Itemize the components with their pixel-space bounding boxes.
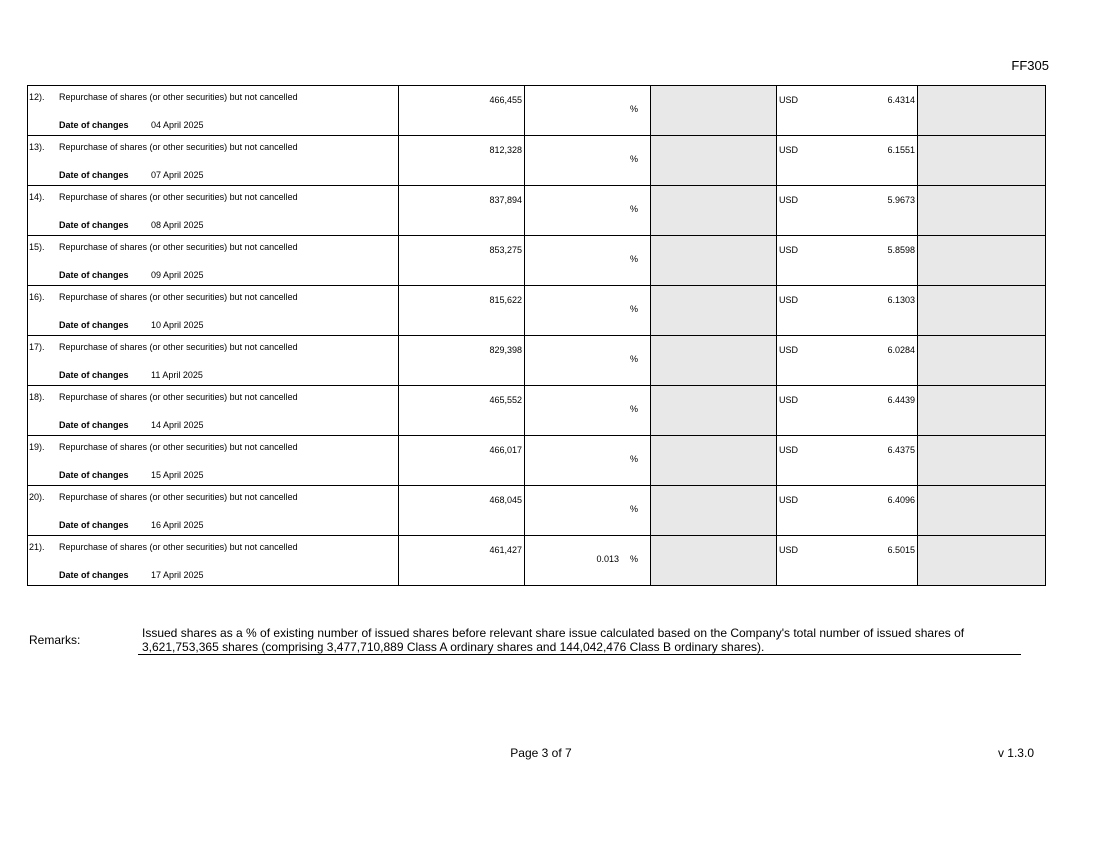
description-cell xyxy=(28,436,399,486)
percent-sign: % xyxy=(629,504,638,514)
percent-cell xyxy=(525,286,651,336)
description-cell xyxy=(28,186,399,236)
percent-value xyxy=(619,253,625,262)
shaded-cell xyxy=(918,286,1046,336)
row-description: Repurchase of shares (or other securities) but not cancelled xyxy=(59,142,298,152)
remarks-text: Issued shares as a % of existing number of issued shares before relevant share issue calculated based on the Company's total number of issued shares of 3,621,753,365 shares (comprising 3,477,710,889 Class A ordinary shares and 144,042,476 Class B ordinary shares). xyxy=(138,626,1021,655)
shares-cell xyxy=(399,336,525,386)
date-of-changes-label: Date of changes xyxy=(59,420,129,430)
page-number: Page 3 of 7 xyxy=(510,746,572,760)
price-value: 5.8598 xyxy=(887,245,915,255)
shaded-cell xyxy=(651,186,777,236)
percent-cell xyxy=(525,536,651,586)
currency: USD xyxy=(779,195,799,205)
row-description: Repurchase of shares (or other securities) but not cancelled xyxy=(59,442,298,452)
date-of-changes-value: 14 April 2025 xyxy=(151,420,204,430)
currency: USD xyxy=(779,245,799,255)
percent-cell xyxy=(525,136,651,186)
currency: USD xyxy=(779,445,799,455)
percent-sign: % xyxy=(629,154,638,164)
price-cell xyxy=(777,86,918,136)
date-of-changes-value: 04 April 2025 xyxy=(151,120,204,130)
row-description: Repurchase of shares (or other securities) but not cancelled xyxy=(59,342,298,352)
row-description: Repurchase of shares (or other securities) but not cancelled xyxy=(59,492,298,502)
percent-sign: % xyxy=(629,404,638,414)
row-description: Repurchase of shares (or other securities) but not cancelled xyxy=(59,292,298,302)
date-of-changes-value: 11 April 2025 xyxy=(151,370,203,380)
percent-cell xyxy=(525,186,651,236)
version-label: v 1.3.0 xyxy=(997,746,1034,760)
percent-cell xyxy=(525,386,651,436)
percent-sign: % xyxy=(629,554,638,564)
percent-cell xyxy=(525,236,651,286)
shares-cell xyxy=(399,186,525,236)
row-index: 14). xyxy=(29,192,45,202)
shaded-cell xyxy=(651,486,777,536)
description-cell xyxy=(28,536,399,586)
percent-sign: % xyxy=(629,254,638,264)
price-value: 6.4314 xyxy=(887,95,915,105)
remarks-label: Remarks: xyxy=(29,633,81,647)
percent-cell xyxy=(525,336,651,386)
row-index: 17). xyxy=(29,342,45,352)
percent-value xyxy=(619,153,625,162)
row-index: 16). xyxy=(29,292,45,302)
percent-value xyxy=(619,303,625,312)
date-of-changes-label: Date of changes xyxy=(59,120,129,130)
price-cell xyxy=(777,286,918,336)
date-of-changes-value: 15 April 2025 xyxy=(151,470,204,480)
percent-value xyxy=(619,353,625,362)
shares-cell xyxy=(399,286,525,336)
price-cell xyxy=(777,186,918,236)
shaded-cell xyxy=(918,336,1046,386)
shares-value: 468,045 xyxy=(489,495,522,505)
row-description: Repurchase of shares (or other securities) but not cancelled xyxy=(59,192,298,202)
percent-sign: % xyxy=(629,204,638,214)
shares-cell xyxy=(399,436,525,486)
shaded-cell xyxy=(651,336,777,386)
date-of-changes-value: 08 April 2025 xyxy=(151,220,204,230)
shares-value: 466,017 xyxy=(489,445,522,455)
price-value: 6.1303 xyxy=(887,295,915,305)
date-of-changes-value: 16 April 2025 xyxy=(151,520,204,530)
shaded-cell xyxy=(651,236,777,286)
table-row xyxy=(28,436,1046,486)
table-row xyxy=(28,336,1046,386)
price-cell xyxy=(777,336,918,386)
percent-sign: % xyxy=(629,354,638,364)
table-row xyxy=(28,86,1046,136)
table-row xyxy=(28,286,1046,336)
shares-value: 853,275 xyxy=(489,245,522,255)
percent-sign: % xyxy=(629,454,638,464)
price-value: 6.4096 xyxy=(887,495,915,505)
shaded-cell xyxy=(651,536,777,586)
price-cell xyxy=(777,386,918,436)
row-index: 13). xyxy=(29,142,45,152)
row-index: 21). xyxy=(29,542,45,552)
price-cell xyxy=(777,486,918,536)
shaded-cell xyxy=(651,86,777,136)
date-of-changes-label: Date of changes xyxy=(59,320,129,330)
date-of-changes-label: Date of changes xyxy=(59,220,129,230)
shares-value: 812,328 xyxy=(489,145,522,155)
percent-cell xyxy=(525,436,651,486)
percent-cell xyxy=(525,86,651,136)
date-of-changes-label: Date of changes xyxy=(59,370,129,380)
table-row xyxy=(28,536,1046,586)
shaded-cell xyxy=(918,86,1046,136)
shares-cell xyxy=(399,86,525,136)
percent-value xyxy=(619,203,625,212)
shaded-cell xyxy=(918,486,1046,536)
price-value: 6.0284 xyxy=(887,345,915,355)
table-row xyxy=(28,136,1046,186)
date-of-changes-label: Date of changes xyxy=(59,270,129,280)
row-index: 19). xyxy=(29,442,45,452)
shaded-cell xyxy=(651,286,777,336)
row-index: 18). xyxy=(29,392,45,402)
percent-sign: % xyxy=(629,304,638,314)
description-cell xyxy=(28,136,399,186)
shares-value: 815,622 xyxy=(489,295,522,305)
table-row xyxy=(28,486,1046,536)
description-cell xyxy=(28,286,399,336)
row-description: Repurchase of shares (or other securities) but not cancelled xyxy=(59,392,298,402)
description-cell xyxy=(28,86,399,136)
currency: USD xyxy=(779,95,799,105)
date-of-changes-value: 10 April 2025 xyxy=(151,320,204,330)
date-of-changes-label: Date of changes xyxy=(59,170,129,180)
currency: USD xyxy=(779,295,799,305)
date-of-changes-value: 07 April 2025 xyxy=(151,170,204,180)
shares-value: 461,427 xyxy=(489,545,522,555)
shaded-cell xyxy=(651,436,777,486)
currency: USD xyxy=(779,345,799,355)
shares-value: 466,455 xyxy=(489,95,522,105)
shares-cell xyxy=(399,386,525,436)
date-of-changes-value: 17 April 2025 xyxy=(151,570,204,580)
row-index: 15). xyxy=(29,242,45,252)
shares-cell xyxy=(399,486,525,536)
price-cell xyxy=(777,236,918,286)
date-of-changes-label: Date of changes xyxy=(59,470,129,480)
shares-value: 465,552 xyxy=(489,395,522,405)
shaded-cell xyxy=(918,436,1046,486)
shaded-cell xyxy=(651,136,777,186)
percent-value xyxy=(619,503,625,512)
description-cell xyxy=(28,236,399,286)
shaded-cell xyxy=(918,386,1046,436)
shares-cell xyxy=(399,536,525,586)
shares-value: 837,894 xyxy=(489,195,522,205)
percent-value xyxy=(619,453,625,462)
shaded-cell xyxy=(918,136,1046,186)
shaded-cell xyxy=(651,386,777,436)
row-description: Repurchase of shares (or other securities) but not cancelled xyxy=(59,242,298,252)
shares-cell xyxy=(399,136,525,186)
description-cell xyxy=(28,336,399,386)
date-of-changes-label: Date of changes xyxy=(59,570,129,580)
currency: USD xyxy=(779,545,799,555)
row-index: 12). xyxy=(29,92,45,102)
description-cell xyxy=(28,486,399,536)
description-cell xyxy=(28,386,399,436)
percent-value: 0.013 xyxy=(596,554,619,564)
price-value: 6.5015 xyxy=(887,545,915,555)
price-cell xyxy=(777,436,918,486)
table-row xyxy=(28,186,1046,236)
row-description: Repurchase of shares (or other securities) but not cancelled xyxy=(59,92,298,102)
date-of-changes-label: Date of changes xyxy=(59,520,129,530)
currency: USD xyxy=(779,495,799,505)
price-value: 6.1551 xyxy=(887,145,915,155)
currency: USD xyxy=(779,395,799,405)
price-value: 6.4375 xyxy=(887,445,915,455)
price-value: 6.4439 xyxy=(887,395,915,405)
price-value: 5.9673 xyxy=(887,195,915,205)
price-cell xyxy=(777,536,918,586)
share-repurchase-table xyxy=(27,85,1046,586)
shares-value: 829,398 xyxy=(489,345,522,355)
shaded-cell xyxy=(918,236,1046,286)
currency: USD xyxy=(779,145,799,155)
row-index: 20). xyxy=(29,492,45,502)
percent-cell xyxy=(525,486,651,536)
shares-cell xyxy=(399,236,525,286)
percent-value xyxy=(619,403,625,412)
row-description: Repurchase of shares (or other securities) but not cancelled xyxy=(59,542,298,552)
date-of-changes-value: 09 April 2025 xyxy=(151,270,204,280)
form-code: FF305 xyxy=(1011,58,1049,73)
percent-sign: % xyxy=(629,104,638,114)
table-row xyxy=(28,236,1046,286)
shaded-cell xyxy=(918,536,1046,586)
percent-value xyxy=(619,103,625,112)
table-row xyxy=(28,386,1046,436)
price-cell xyxy=(777,136,918,186)
shaded-cell xyxy=(918,186,1046,236)
